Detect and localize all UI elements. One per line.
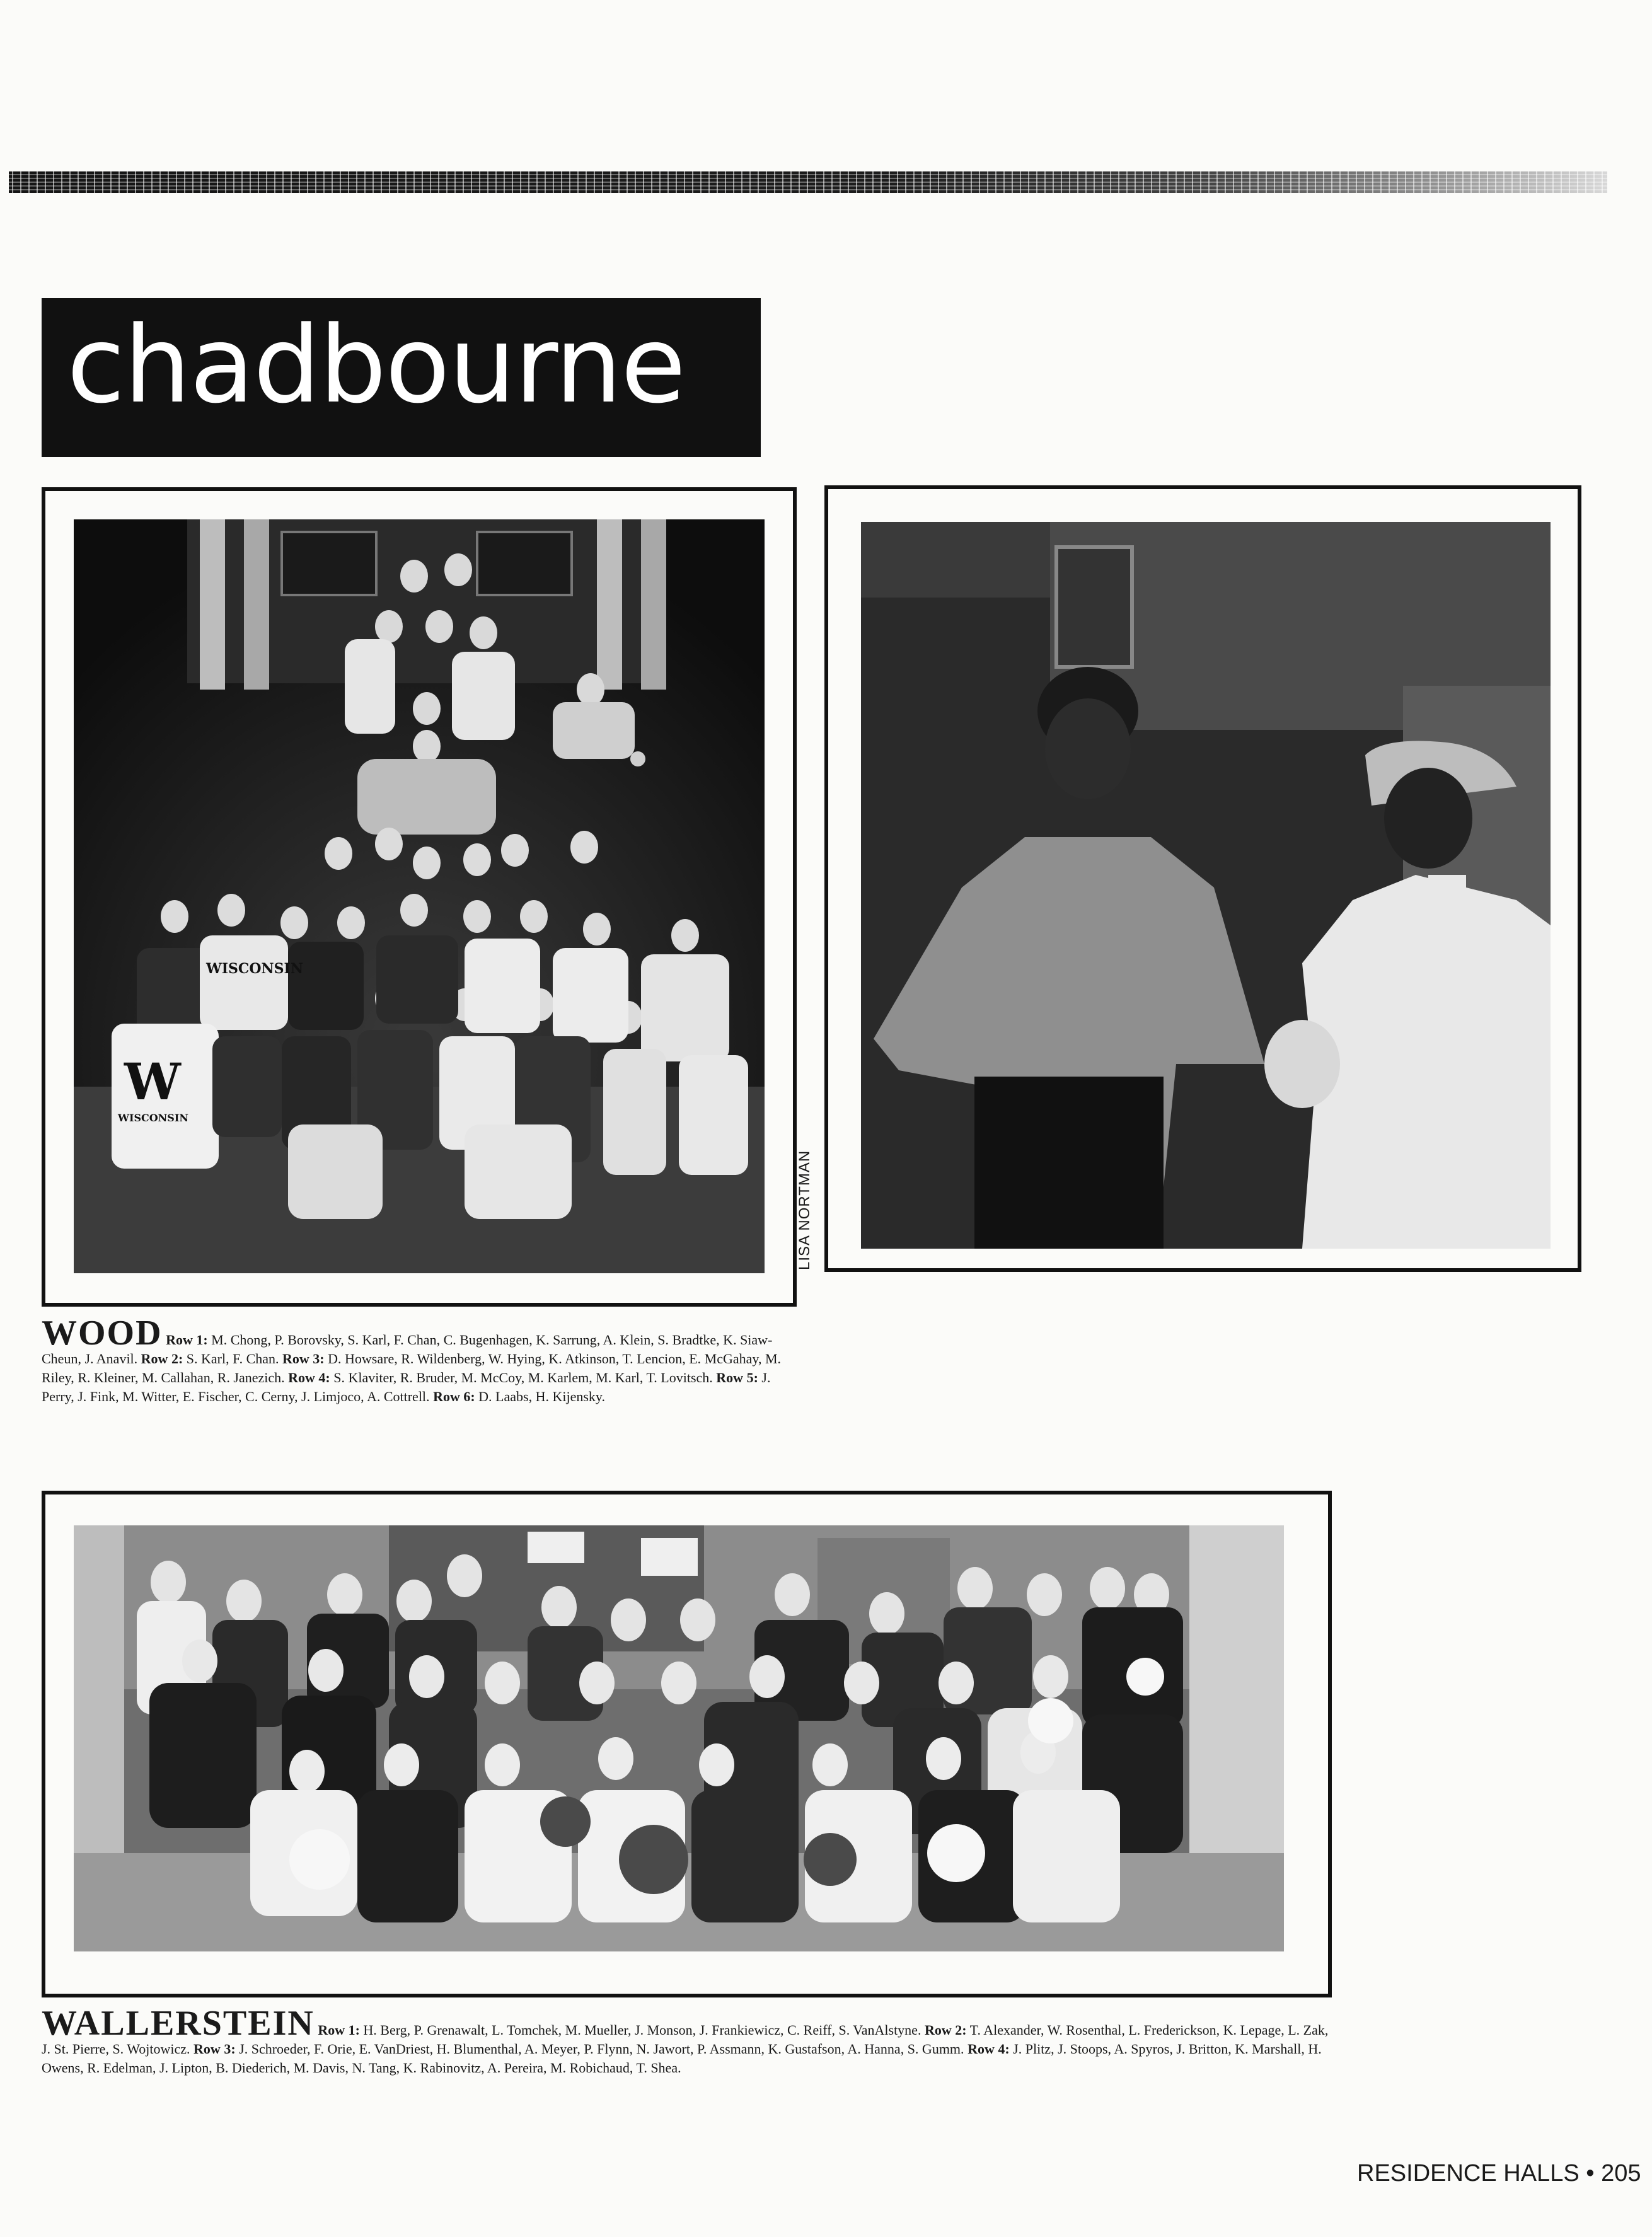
wood-row-label: Row 3: [282, 1351, 325, 1367]
wood-row-label: Row 2: [141, 1351, 183, 1367]
photo-credit: LISA NORTMAN [796, 1150, 813, 1271]
candid-photo-frame [824, 485, 1581, 1272]
wood-row-label: Row 5: [716, 1370, 758, 1385]
wood-row-names: J. Perry, J. Fink, M. Witter, E. Fischer, C. Cerny, J. Limjoco, A. Cottrell. [42, 1370, 771, 1404]
wood-row-label: Row 4: [288, 1370, 330, 1385]
candid-photo [861, 522, 1551, 1249]
sweatshirt-text-1: WISCONSIN [118, 1112, 188, 1124]
wood-group-photo [74, 519, 765, 1273]
wood-row-names: M. Chong, P. Borovsky, S. Karl, F. Chan, C. Bugenhagen, K. Sarrung, A. Klein, S. Bradtke, K. Siaw-Cheun, J. Anavil. [42, 1332, 773, 1367]
wallerstein-row-label: Row 4: [968, 2041, 1010, 2057]
decorative-band [9, 171, 1607, 193]
w-letter: W [124, 1052, 181, 1111]
wallerstein-row-names: T. Alexander, W. Rosenthal, L. Frederickson, K. Lepage, L. Zak, J. St. Pierre, S. Wojtowicz. [42, 2022, 1329, 2057]
wood-row-names: D. Howsare, R. Wildenberg, W. Hying, K. Atkinson, T. Lencion, E. McGahay, M. Riley, R. Kleiner, M. Callahan, R. Janezich. [42, 1351, 782, 1385]
folio-section: RESIDENCE HALLS [1357, 2160, 1580, 2187]
wood-heading: WOOD [42, 1314, 163, 1353]
wallerstein-row-label: Row 3: [194, 2041, 236, 2057]
wood-photo-frame [42, 487, 797, 1307]
wood-row-names: D. Laabs, H. Kijensky. [475, 1389, 605, 1404]
wood-caption [42, 1314, 798, 1406]
page-folio [1357, 2160, 1641, 2187]
wallerstein-row-label: Row 1: [318, 2022, 360, 2038]
folio-bullet: • [1586, 2160, 1595, 2187]
section-title-box [42, 298, 761, 457]
section-title: chadbourne [67, 303, 685, 427]
wood-row-label: Row 6: [433, 1389, 475, 1404]
wood-row-label: Row 1: [166, 1332, 208, 1348]
wallerstein-heading: WALLERSTEIN [42, 2004, 315, 2043]
wallerstein-row-names: J. Schroeder, F. Orie, E. VanDriest, H. Blumenthal, A. Meyer, P. Flynn, N. Jawort, P. Assmann, K. Gustafson, A. Hanna, S. Gumm. [235, 2041, 968, 2057]
wallerstein-row-names: H. Berg, P. Grenawalt, L. Tomchek, M. Mueller, J. Monson, J. Frankiewicz, C. Reiff, S. VanAlstyne. [359, 2022, 925, 2038]
wallerstein-caption [42, 2004, 1334, 2078]
wallerstein-row-names: J. Plitz, J. Stoops, A. Spyros, J. Britton, K. Marshall, H. Owens, R. Edelman, J. Lipton, B. Diederich, M. Davis, N. Tang, K. Rabinovitz, A. Pereira, M. Robichaud, T. Shea. [42, 2041, 1322, 2076]
wood-row-names: S. Klaviter, R. Bruder, M. McCoy, M. Karlem, M. Karl, T. Lovitsch. [330, 1370, 717, 1385]
wallerstein-group-photo [74, 1525, 1284, 1951]
wallerstein-row-label: Row 2: [924, 2022, 967, 2038]
page-number: 205 [1601, 2160, 1641, 2187]
sweatshirt-text-2: WISCONSIN [206, 961, 303, 977]
wood-row-names: S. Karl, F. Chan. [183, 1351, 283, 1367]
wallerstein-photo-frame [42, 1491, 1332, 1997]
